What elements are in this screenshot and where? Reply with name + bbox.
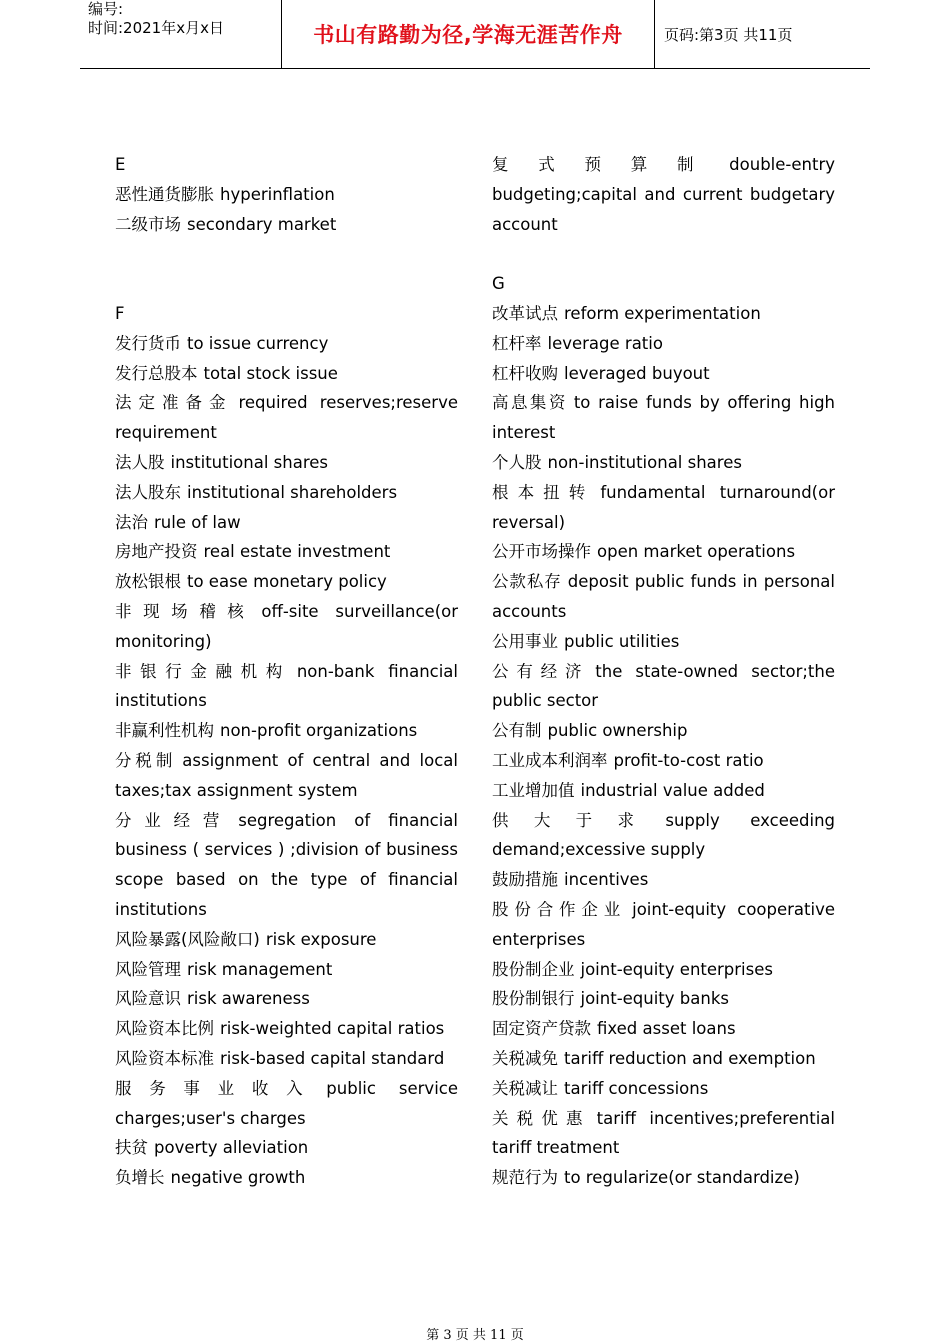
term-english: secondary market	[187, 214, 337, 234]
glossary-entry	[492, 1074, 835, 1104]
glossary-entry	[115, 925, 458, 955]
term-english: leverage ratio	[547, 333, 663, 353]
term-chinese: 公款私存	[492, 572, 562, 592]
glossary-entry	[492, 537, 835, 567]
term-english: negative growth	[170, 1168, 306, 1188]
term-chinese: 风险管理	[115, 959, 181, 979]
term-chinese: 法人股	[115, 452, 165, 472]
glossary-entry	[492, 627, 835, 657]
glossary-entry	[115, 567, 458, 597]
term-chinese: 关税减免	[492, 1048, 558, 1068]
term-chinese: 规范行为	[492, 1168, 558, 1188]
term-chinese: 工业增加值	[492, 780, 575, 800]
term-english: total stock issue	[203, 363, 338, 383]
term-english: public service charges;user's charges	[115, 1078, 459, 1128]
glossary-entry	[115, 478, 458, 508]
glossary-entry	[492, 776, 835, 806]
term-chinese: 固定资产贷款	[492, 1019, 591, 1039]
term-chinese: 非赢利性机构	[115, 721, 214, 741]
glossary-entry	[115, 597, 458, 657]
glossary-entry	[115, 1014, 458, 1044]
document-date: 时间:2021年x月x日	[88, 19, 224, 37]
glossary-entry	[492, 806, 835, 866]
header-divider	[654, 0, 655, 68]
glossary-entry	[115, 388, 458, 448]
term-english: reform experimentation	[564, 303, 761, 323]
term-english: incentives	[564, 870, 649, 890]
term-chinese: 风险资本标准	[115, 1048, 214, 1068]
term-english: public utilities	[564, 631, 680, 651]
term-english: fixed asset loans	[597, 1019, 736, 1039]
term-chinese: 风险意识	[115, 989, 181, 1009]
term-chinese: 关税减让	[492, 1078, 558, 1098]
glossary-entry	[115, 180, 458, 210]
glossary-entry	[115, 657, 458, 717]
term-chinese: 鼓励措施	[492, 870, 558, 890]
page-header	[80, 0, 870, 69]
glossary-entry	[115, 508, 458, 538]
glossary-entry	[492, 448, 835, 478]
glossary-entry	[115, 210, 458, 240]
glossary-entry	[492, 1163, 835, 1193]
glossary-entry	[492, 746, 835, 776]
term-english: tariff concessions	[564, 1078, 709, 1098]
term-chinese: 服务事业收入	[115, 1078, 321, 1098]
term-english: the state-owned sector;the public sector	[492, 661, 835, 711]
term-chinese: 改革试点	[492, 303, 558, 323]
term-english: to regularize(or standardize)	[564, 1168, 800, 1188]
term-chinese: 公开市场操作	[492, 542, 591, 562]
glossary-entry	[115, 955, 458, 985]
term-english: risk-weighted capital ratios	[220, 1019, 445, 1039]
header-meta	[88, 0, 284, 68]
term-chinese: 法治	[115, 512, 148, 532]
glossary-entry	[492, 567, 835, 627]
term-chinese: 恶性通货膨胀	[115, 184, 214, 204]
term-english: deposit public funds in personal accounts	[492, 572, 835, 621]
term-english: fundamental turnaround(or reversal)	[492, 482, 835, 532]
spacer	[115, 269, 458, 299]
term-english: institutional shareholders	[187, 482, 398, 502]
term-english: non-profit organizations	[220, 721, 418, 741]
glossary-entry	[115, 448, 458, 478]
term-chinese: 股份制银行	[492, 989, 575, 1009]
term-english: assignment of central and local taxes;tax assignment system	[115, 750, 458, 800]
term-english: poverty alleviation	[154, 1138, 309, 1158]
glossary-entry	[492, 150, 835, 239]
glossary-entry	[115, 716, 458, 746]
term-english: profit-to-cost ratio	[613, 750, 764, 770]
term-english: joint-equity enterprises	[580, 959, 773, 979]
term-english: risk management	[187, 959, 333, 979]
glossary-entry	[115, 1074, 458, 1134]
glossary-entry	[492, 865, 835, 895]
term-chinese: 扶贫	[115, 1138, 148, 1158]
term-chinese: 法人股东	[115, 482, 181, 502]
spacer	[492, 239, 835, 269]
term-chinese: 股份合作企业	[492, 899, 627, 919]
term-english: risk awareness	[187, 989, 310, 1009]
term-chinese: 关税优惠	[492, 1108, 591, 1128]
term-chinese: 非现场稽核	[115, 601, 256, 621]
term-chinese: 负增长	[115, 1168, 165, 1188]
term-chinese: 供大于求	[492, 810, 660, 830]
term-chinese: 公有制	[492, 721, 542, 741]
term-chinese: 公有经济	[492, 661, 590, 681]
glossary-entry	[115, 984, 458, 1014]
term-chinese: 风险资本比例	[115, 1019, 214, 1039]
glossary-entry	[492, 1014, 835, 1044]
glossary-entry	[492, 359, 835, 389]
header-motto: 书山有路勤为径,学海无涯苦作舟	[313, 23, 623, 47]
glossary-entry	[492, 478, 835, 538]
spacer	[115, 239, 458, 269]
glossary-entry	[115, 1163, 458, 1193]
term-english: joint-equity banks	[580, 989, 729, 1009]
header-page-info: 页码:第3页 共11页	[664, 25, 793, 44]
term-english: rule of law	[154, 512, 241, 532]
glossary-entry	[492, 716, 835, 746]
glossary-entry	[492, 329, 835, 359]
term-english: risk-based capital standard	[220, 1048, 445, 1068]
term-chinese: 二级市场	[115, 214, 181, 234]
glossary-entry	[115, 1044, 458, 1074]
glossary-column-left	[115, 150, 458, 1193]
glossary-entry	[115, 806, 458, 925]
term-chinese: 发行货币	[115, 333, 181, 353]
term-chinese: 个人股	[492, 452, 542, 472]
term-english: real estate investment	[203, 542, 391, 562]
term-chinese: 发行总股本	[115, 363, 198, 383]
term-english: joint-equity cooperative enterprises	[492, 899, 836, 949]
document-number-label: 编号:	[88, 0, 124, 18]
glossary-entry	[492, 388, 835, 448]
term-english: to ease monetary policy	[187, 572, 387, 592]
glossary-entry	[492, 1044, 835, 1074]
term-chinese: 法定准备金	[115, 393, 233, 413]
section-letter: F	[115, 303, 125, 323]
term-chinese: 分业经营	[115, 810, 233, 830]
term-english: tariff incentives;preferential tariff treatment	[492, 1108, 835, 1158]
glossary-column-right	[492, 150, 835, 1193]
term-english: required reserves;reserve requirement	[115, 393, 458, 443]
term-english: tariff reduction and exemption	[564, 1048, 816, 1068]
glossary-entry	[492, 1104, 835, 1164]
term-chinese: 放松银根	[115, 572, 181, 592]
term-english: open market operations	[597, 542, 796, 562]
glossary-entry	[115, 359, 458, 389]
glossary-entry	[115, 1133, 458, 1163]
term-english: to raise funds by offering high interest	[492, 393, 836, 443]
term-chinese: 股份制企业	[492, 959, 575, 979]
term-chinese: 根本扭转	[492, 482, 595, 502]
glossary-entry	[492, 984, 835, 1014]
term-english: non-institutional shares	[547, 452, 742, 472]
section-letter: E	[115, 155, 126, 174]
term-chinese: 非银行金融机构	[115, 661, 291, 681]
glossary-entry	[492, 895, 835, 955]
term-english: off-site surveillance(or monitoring)	[115, 601, 459, 651]
glossary-entry	[492, 657, 835, 717]
term-english: double-entry budgeting;capital and current budgetary account	[492, 155, 835, 234]
term-english: non-bank financial institutions	[115, 661, 459, 711]
term-english: institutional shares	[170, 452, 328, 472]
term-chinese: 工业成本利润率	[492, 750, 608, 770]
term-chinese: 复式预算制	[492, 155, 724, 174]
term-chinese: 杠杆率	[492, 333, 542, 353]
term-english: hyperinflation	[220, 184, 335, 204]
term-english: industrial value added	[580, 780, 765, 800]
term-chinese: 风险暴露(风险敞口)	[115, 929, 260, 949]
glossary-entry	[115, 537, 458, 567]
term-english: to issue currency	[187, 333, 329, 353]
glossary-entry	[492, 955, 835, 985]
page-footer: 第 3 页 共 11 页	[426, 1328, 524, 1343]
term-chinese: 杠杆收购	[492, 363, 558, 383]
term-chinese: 分税制	[115, 750, 177, 770]
term-english: segregation of financial business ( services ) ;division of business scope based on the type of financial institutions	[115, 810, 458, 919]
term-chinese: 高息集资	[492, 393, 568, 413]
glossary-entry	[115, 329, 458, 359]
term-english: risk exposure	[265, 929, 377, 949]
term-english: supply exceeding demand;excessive supply	[492, 810, 836, 860]
term-english: leveraged buyout	[564, 363, 710, 383]
term-chinese: 房地产投资	[115, 542, 198, 562]
term-chinese: 公用事业	[492, 631, 558, 651]
section-letter: G	[492, 274, 505, 294]
glossary-entry	[492, 299, 835, 329]
glossary-entry	[115, 746, 458, 806]
term-english: public ownership	[547, 721, 688, 741]
